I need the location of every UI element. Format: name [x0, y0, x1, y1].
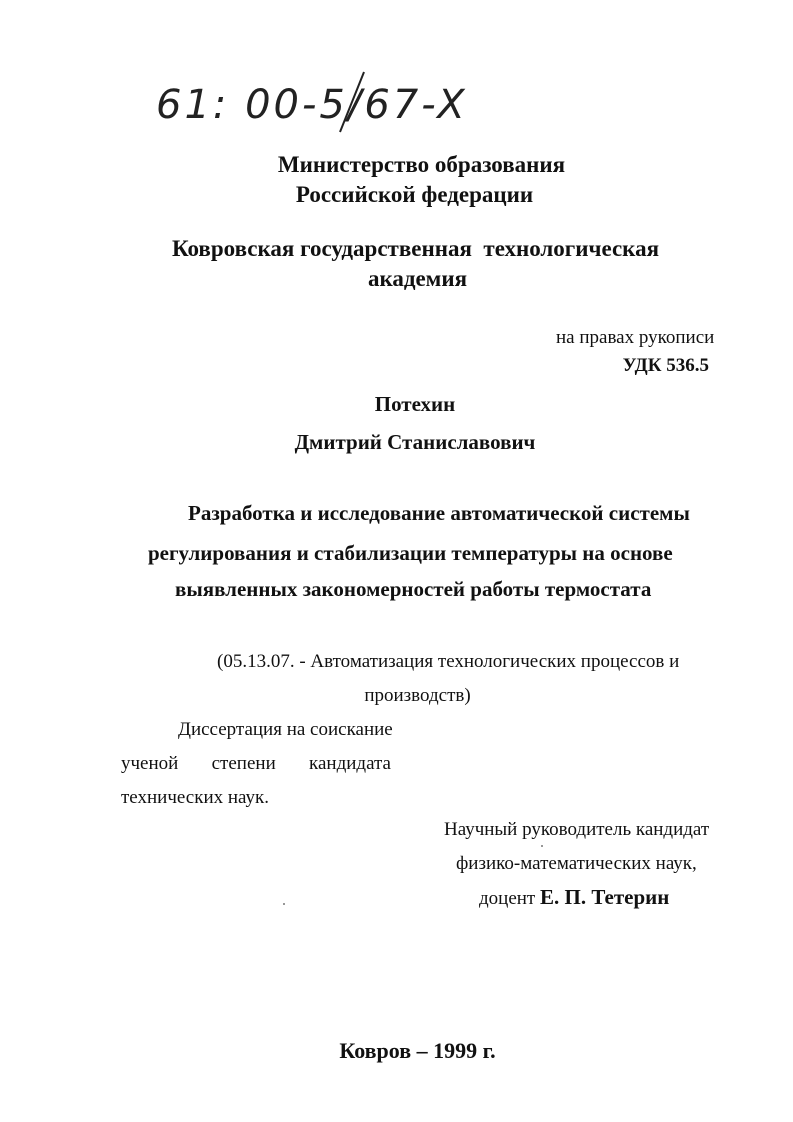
dissertation-line2: [121, 752, 391, 776]
archive-mark-svg: [150, 62, 470, 140]
academy-title-line2: академия: [367, 266, 468, 291]
dissertation-line3: технических наук.: [121, 787, 269, 808]
thesis-topic-line3: выявленных закономерностей работы термостата: [175, 577, 652, 601]
archive-handwritten-mark: [150, 62, 470, 140]
scan-speck: [283, 903, 285, 905]
supervisor-name: Е. П. Тетерин: [540, 885, 670, 909]
author-name: Дмитрий Станиславович: [294, 430, 536, 454]
dissertation-word: ученой: [121, 753, 179, 774]
supervisor-title: доцент: [479, 888, 536, 909]
thesis-topic-line2: регулирования и стабилизации температуры на основе: [148, 541, 673, 565]
dissertation-word: кандидата: [309, 753, 391, 774]
dissertation-line1: Диссертация на соискание: [178, 719, 393, 740]
thesis-topic-line1: Разработка и исследование автоматической системы: [188, 501, 690, 525]
academy-title-line1: Ковровская государственная технологическая: [171, 236, 660, 261]
archive-mark-text: 61: 00-5/67-X: [156, 82, 468, 128]
dissertation-word: степени: [211, 753, 276, 774]
supervisor-line1: Научный руководитель кандидат: [444, 819, 710, 840]
author-surname: Потехин: [374, 392, 456, 416]
specialty-line1: (05.13.07. - Автоматизация технологических процессов и: [217, 651, 680, 672]
specialty-line2: производств): [364, 685, 471, 706]
scan-speck: [541, 845, 543, 847]
ministry-title-line2: Российской федерации: [295, 182, 534, 207]
supervisor-line2: физико-математических наук,: [456, 853, 697, 874]
supervisor-line3: [479, 885, 669, 911]
place-and-year: Ковров – 1999 г.: [339, 1038, 496, 1063]
ministry-title-line1: Министерство образования: [277, 152, 566, 177]
manuscript-rights-note: на правах рукописи: [556, 327, 715, 348]
udk-code: УДК 536.5: [622, 355, 709, 376]
